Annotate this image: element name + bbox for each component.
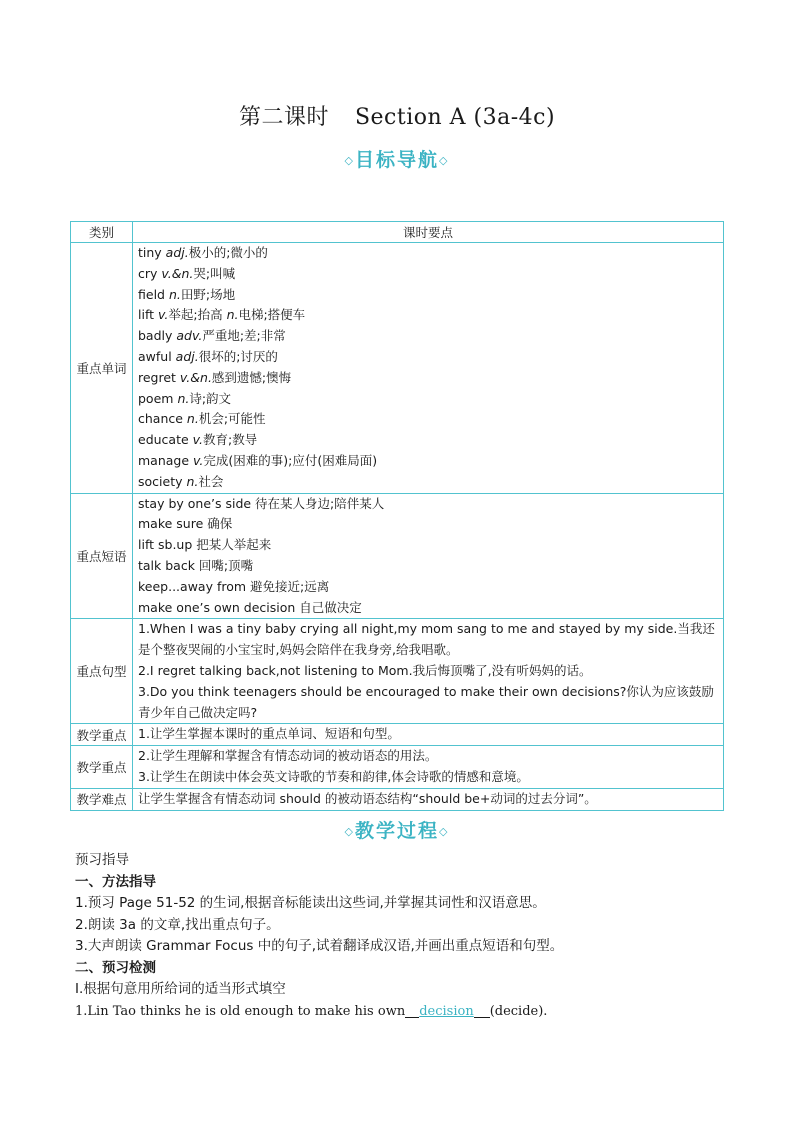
category-vocab: 重点单词 xyxy=(71,243,133,494)
diamond-icon: ◇ xyxy=(344,825,355,838)
process-body xyxy=(75,850,725,1022)
table-header-row xyxy=(71,222,724,243)
sentence-list xyxy=(133,619,724,724)
phrase-item: make sure 确保 xyxy=(138,516,233,532)
sentence-item: 3.Do you think teenagers should be encouraged to make their own decisions?你认为应该鼓励青少年自己做决定吗? xyxy=(138,683,714,720)
banner-goals-text: 目标导航 xyxy=(354,149,439,171)
header-points: 课时要点 xyxy=(133,222,724,243)
section-heading-check: 二、预习检测 xyxy=(75,959,156,976)
key2-content xyxy=(133,746,724,789)
diamond-icon: ◇ xyxy=(344,154,355,167)
vocab-item: chance n.机会;可能性 xyxy=(138,411,266,427)
section-heading-method: 一、方法指导 xyxy=(75,873,156,890)
vocab-item: regret v.&n.感到遗憾;懊悔 xyxy=(138,369,292,385)
category-difficulty: 教学难点 xyxy=(71,788,133,810)
category-key1: 教学重点 xyxy=(71,724,133,746)
vocab-item: manage v.完成(困难的事);应付(困难局面) xyxy=(138,452,378,468)
exercise-hint: (decide). xyxy=(489,1003,548,1019)
vocab-item: field n.田野;场地 xyxy=(138,286,236,302)
method-step: 1.预习 Page 51-52 的生词,根据音标能读出这些词,并掌握其词性和汉语意思。 xyxy=(75,895,546,911)
phrase-item: lift sb.up 把某人举起来 xyxy=(138,537,272,553)
table-row-vocab xyxy=(71,243,724,494)
diamond-icon: ◇ xyxy=(439,154,450,167)
category-sentences: 重点句型 xyxy=(71,619,133,724)
method-step: 3.大声朗读 Grammar Focus 中的句子,试着翻译成汉语,并画出重点短语和句型。 xyxy=(75,938,564,954)
sentence-item: 1.When I was a tiny baby crying all night,my mom sang to me and stayed by my side.当我还是个整夜哭闹的小宝宝时,妈妈会陪伴在我身旁,给我唱歌。 xyxy=(138,621,715,658)
title-english: Section A (3a-4c) xyxy=(354,105,556,130)
lesson-points-table xyxy=(70,221,724,811)
vocab-item: poem n.诗;韵文 xyxy=(138,390,232,406)
sentence-item: 2.I regret talking back,not listening to Mom.我后悔顶嘴了,没有听妈妈的话。 xyxy=(138,662,592,678)
exercise-item xyxy=(75,1001,725,1023)
vocab-item: cry v.&n.哭;叫喊 xyxy=(138,265,236,281)
table-row-key1 xyxy=(71,724,724,746)
category-key2: 教学重点 xyxy=(71,746,133,789)
vocab-item: lift v.举起;抬高 n.电梯;搭便车 xyxy=(138,307,306,323)
page-title xyxy=(0,102,794,134)
key-point-item: 1.让学生掌握本课时的重点单词、短语和句型。 xyxy=(138,726,400,742)
phrase-item: stay by one’s side 待在某人身边;陪伴某人 xyxy=(138,495,385,511)
diamond-icon: ◇ xyxy=(439,825,450,838)
vocab-list xyxy=(133,243,724,494)
category-phrases: 重点短语 xyxy=(71,493,133,619)
table-row-sentences xyxy=(71,619,724,724)
header-category: 类别 xyxy=(71,222,133,243)
vocab-item: badly adv.严重地;差;非常 xyxy=(138,328,286,344)
table-row-difficulty xyxy=(71,788,724,810)
vocab-item: awful adj.很坏的;讨厌的 xyxy=(138,348,278,364)
answer-text: decision xyxy=(419,1003,474,1019)
process-heading: 预习指导 xyxy=(75,852,129,868)
phrase-item: talk back 回嘴;顶嘴 xyxy=(138,557,254,573)
difficulty-content xyxy=(133,788,724,810)
key1-content xyxy=(133,724,724,746)
title-chinese: 第二课时 xyxy=(238,105,329,130)
table-row-phrases xyxy=(71,493,724,619)
answer-blank-line xyxy=(474,1002,490,1018)
section-banner-goals xyxy=(0,147,794,174)
key-point-item: 2.让学生理解和掌握含有情态动词的被动语态的用法。 xyxy=(138,748,438,764)
table-row-key2 xyxy=(71,746,724,789)
vocab-item: tiny adj.极小的;微小的 xyxy=(138,245,268,260)
answer-blank-line xyxy=(405,1002,419,1018)
method-step: 2.朗读 3a 的文章,找出重点句子。 xyxy=(75,916,280,933)
phrase-item: keep...away from 避免接近;远离 xyxy=(138,578,330,594)
exercise-text: 1.Lin Tao thinks he is old enough to make his own xyxy=(75,1003,406,1019)
key-point-item: 3.让学生在朗读中体会英文诗歌的节奏和韵律,体会诗歌的情感和意境。 xyxy=(138,768,529,784)
exercise-title: Ⅰ.根据句意用所给词的适当形式填空 xyxy=(75,981,286,997)
vocab-item: educate v.教育;教导 xyxy=(138,432,258,448)
section-banner-process xyxy=(0,818,794,845)
phrase-list xyxy=(133,493,724,619)
banner-process-text: 教学过程 xyxy=(354,820,439,842)
difficulty-item: 让学生掌握含有情态动词 should 的被动语态结构“should be+动词的过去分词”。 xyxy=(138,790,597,806)
vocab-item: society n.社会 xyxy=(138,473,224,489)
phrase-item: make one’s own decision 自己做决定 xyxy=(138,599,362,615)
